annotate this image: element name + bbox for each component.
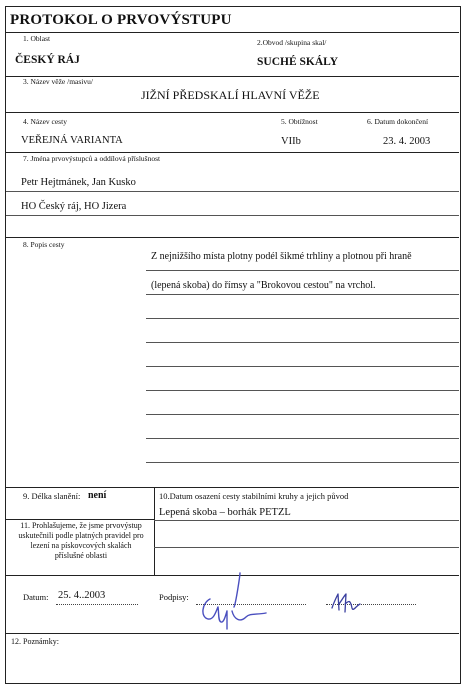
divider [6, 32, 459, 33]
popis-line1: Z nejnižšího místa plotny podél šikmé trhliny a plotnou při hraně [151, 251, 412, 262]
form-title: PROTOKOL O PRVOVÝSTUPU [10, 12, 232, 28]
divider [6, 519, 154, 520]
osazeni-value: Lepená skoba – borhák PETZL [159, 507, 291, 518]
slaneni-value: není [88, 490, 107, 501]
divider [6, 487, 459, 488]
divider [6, 112, 459, 113]
obvod-label: 2.Obvod /skupina skal/ [257, 38, 327, 47]
vez-value: JIŽNÍ PŘEDSKALÍ HLAVNÍ VĚŽE [141, 88, 320, 102]
datum-line [56, 604, 138, 605]
cesta-value: VEŘEJNÁ VARIANTA [21, 135, 123, 146]
poznamky-label: 12. Poznámky: [11, 637, 59, 646]
prvovystupci-line2: HO Český ráj, HO Jizera [21, 201, 127, 212]
protocol-form [5, 6, 461, 684]
prvovystupci-line1: Petr Hejtmánek, Jan Kusko [21, 177, 136, 188]
obvod-value: SUCHÉ SKÁLY [257, 56, 339, 68]
prohlaseni-text: 11. Prohlašujeme, že jsme prvovýstup uskutečnili podle platných pravidel pro lezení na pískovcových skalách příslušné oblasti [18, 521, 144, 560]
form-line [154, 520, 459, 521]
form-line [146, 270, 459, 271]
form-line [146, 438, 459, 439]
popis-line2: (lepená skoba) do římsy a "Brokovou cestou" na vrchol. [151, 280, 376, 291]
form-line [146, 414, 459, 415]
form-line [146, 318, 459, 319]
signature-1-icon [196, 567, 286, 637]
datum-dokonceni-value: 23. 4. 2003 [383, 136, 431, 147]
datum-value: 25. 4..2003 [58, 590, 106, 601]
oblast-value: ČESKÝ RÁJ [15, 54, 80, 66]
podpisy-label: Podpisy: [159, 592, 189, 602]
popis-label: 8. Popis cesty [23, 240, 65, 249]
oblast-label: 1. Oblast [23, 34, 51, 43]
divider [6, 633, 459, 634]
form-line [6, 191, 459, 192]
datum-dokonceni-label: 6. Datum dokončení [367, 117, 429, 126]
column-divider [154, 487, 155, 575]
form-line [6, 215, 459, 216]
divider [6, 152, 459, 153]
form-line [146, 462, 459, 463]
form-line [146, 390, 459, 391]
form-line [146, 366, 459, 367]
datum-label: Datum: [23, 592, 49, 602]
form-line [146, 342, 459, 343]
obtiznost-value: VIIb [281, 136, 301, 147]
obtiznost-label: 5. Obtížnost [281, 117, 318, 126]
cesta-label: 4. Název cesty [23, 117, 67, 126]
slaneni-label: 9. Délka slanění: [23, 491, 81, 501]
form-line [154, 547, 459, 548]
osazeni-label: 10.Datum osazení cesty stabilními kruhy a jejich původ [159, 491, 349, 501]
prvovystupci-label: 7. Jména prvovýstupců a oddílová příslušnost [23, 154, 161, 163]
divider [6, 237, 459, 238]
signature-2-icon [326, 582, 376, 622]
vez-label: 3. Název věže /masivu/ [23, 77, 93, 86]
form-line [146, 294, 459, 295]
